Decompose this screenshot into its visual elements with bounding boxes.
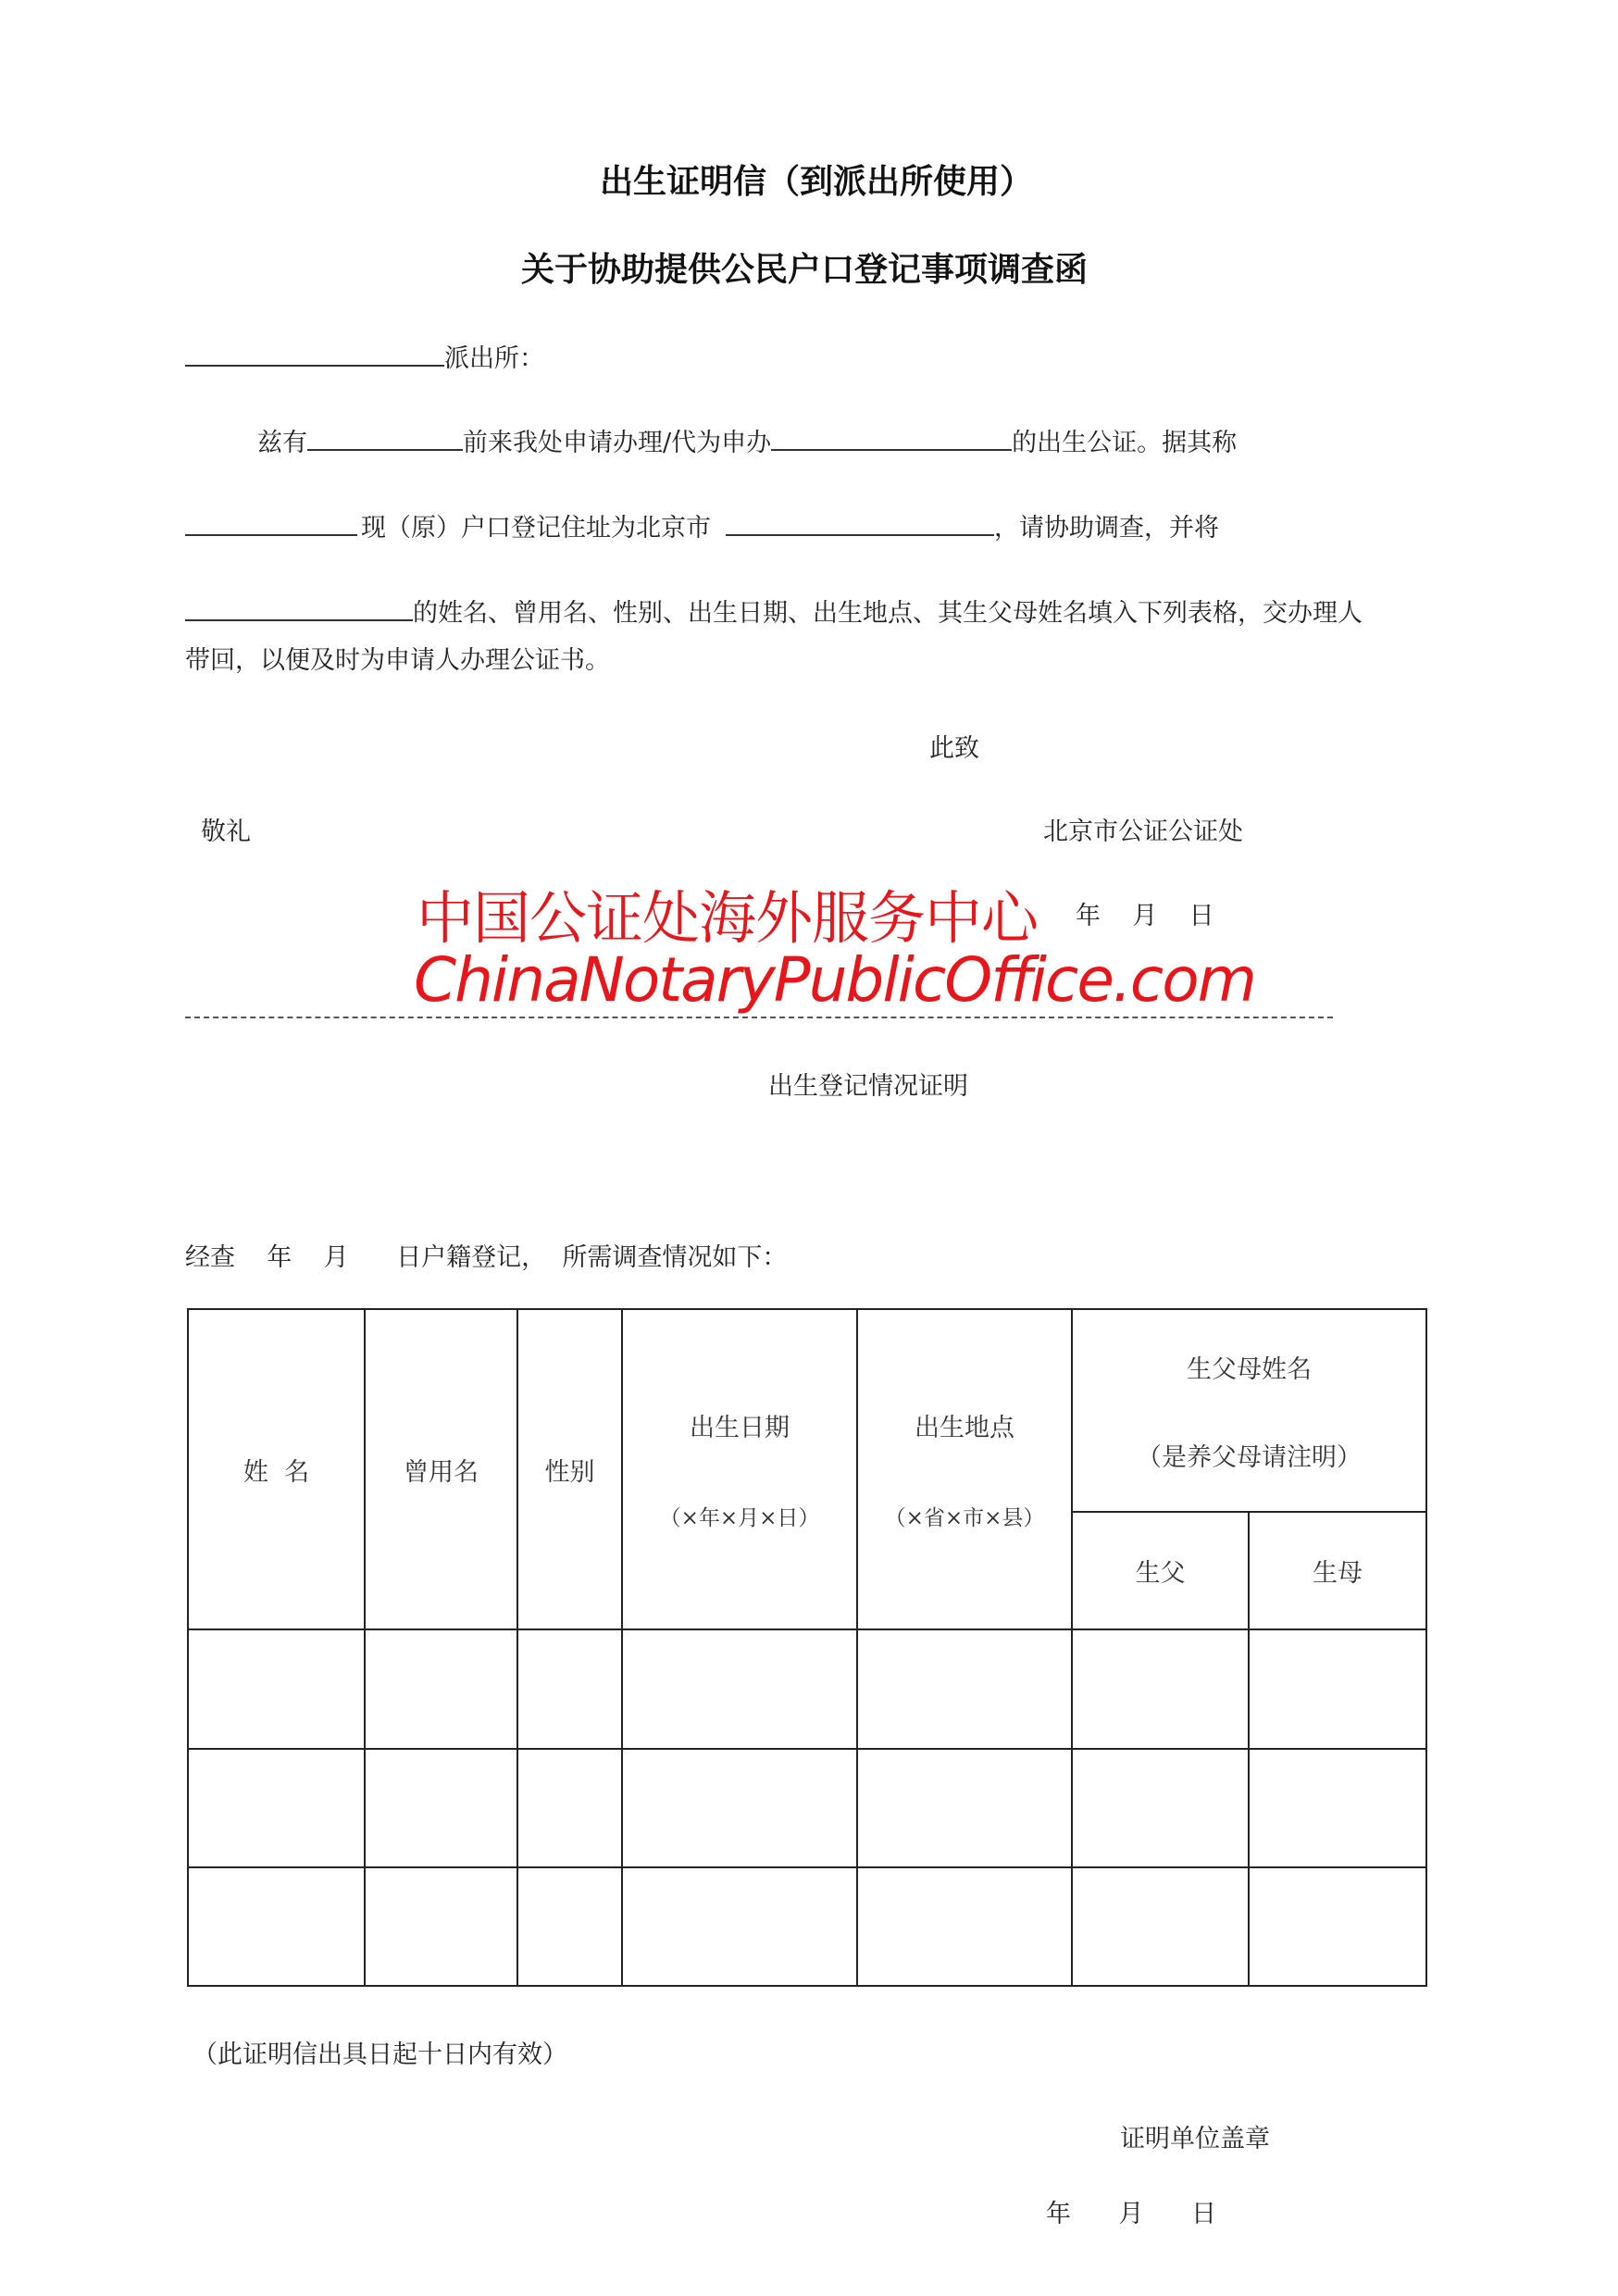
line3-suffix: 的姓名、曾用名、性别、出生日期、出生地点、其生父母姓名填入下列表格，交办理人 — [413, 599, 1363, 628]
subject-name-blank[interactable] — [771, 425, 1012, 451]
header-name: 姓 名 — [188, 1309, 365, 1629]
line2-middle: 现（原）户口登记住址为北京市 — [361, 514, 711, 543]
validity-note: （此证明信出具日起十日内有效） — [193, 2040, 567, 2069]
header-birth-place — [857, 1309, 1072, 1629]
addressee-suffix: 派出所： — [444, 344, 544, 373]
cell-birth-place[interactable] — [857, 1629, 1072, 1749]
subject-blank-2[interactable] — [185, 510, 357, 536]
document-subtitle: 关于协助提供公民户口登记事项调查函 — [521, 251, 1089, 289]
letter-line-4: 带回，以便及时为申请人办理公证书。 — [185, 646, 610, 675]
header-parents — [1072, 1309, 1426, 1512]
issuer-date: 年 月 日 — [1076, 902, 1214, 930]
birth-place-note: （×省×市×县） — [884, 1506, 1045, 1530]
cell-birth-date[interactable] — [622, 1749, 857, 1867]
cell-mother[interactable] — [1249, 1749, 1426, 1867]
cell-birth-place[interactable] — [857, 1749, 1072, 1867]
line1-middle: 前来我处申请办理/代为申办 — [463, 429, 772, 457]
cell-birth-date[interactable] — [622, 1867, 857, 1986]
closing-salute: 敬礼 — [201, 817, 251, 846]
closing-respect: 此致 — [929, 734, 979, 763]
cell-mother[interactable] — [1249, 1629, 1426, 1749]
cell-birth-place[interactable] — [857, 1867, 1072, 1986]
subject-blank-3[interactable] — [185, 595, 413, 621]
cell-gender[interactable] — [517, 1867, 622, 1986]
cell-gender[interactable] — [517, 1629, 622, 1749]
cut-line-divider — [185, 1017, 1333, 1018]
cell-former-name[interactable] — [365, 1749, 517, 1867]
birth-date-label: 出生日期 — [690, 1414, 790, 1442]
birth-date-note: （×年×月×日） — [659, 1506, 820, 1530]
applicant-blank[interactable] — [307, 425, 463, 451]
cell-gender[interactable] — [517, 1749, 622, 1867]
birth-place-label: 出生地点 — [915, 1414, 1014, 1442]
cell-father[interactable] — [1072, 1629, 1249, 1749]
section-title: 出生登记情况证明 — [768, 1072, 968, 1101]
line1-suffix: 的出生公证。据其称 — [1012, 429, 1238, 457]
line2-suffix: ，请协助调查，并将 — [994, 514, 1219, 543]
issuer-name: 北京市公证公证处 — [1043, 817, 1243, 846]
watermark-chinese: 中国公证处海外服务中心 — [417, 884, 1039, 952]
table-row — [188, 1867, 1426, 1986]
footer-date: 年 月 日 — [1046, 2200, 1216, 2228]
cell-name[interactable] — [188, 1749, 365, 1867]
cell-father[interactable] — [1072, 1749, 1249, 1867]
letter-line-3 — [185, 595, 1363, 626]
table-row — [188, 1629, 1426, 1749]
cell-birth-date[interactable] — [622, 1629, 857, 1749]
header-birth-date — [622, 1309, 857, 1629]
cell-mother[interactable] — [1249, 1867, 1426, 1986]
header-gender: 性别 — [517, 1309, 622, 1629]
table-row — [188, 1749, 1426, 1867]
document-title: 出生证明信（到派出所使用） — [600, 163, 1034, 201]
parents-note: （是养父母请注明） — [1137, 1442, 1362, 1472]
addressee-line — [185, 341, 544, 371]
cell-name[interactable] — [188, 1867, 365, 1986]
police-station-blank[interactable] — [185, 341, 444, 367]
letter-line-1 — [257, 425, 1237, 455]
address-blank[interactable] — [726, 510, 994, 536]
line1-prefix: 兹有 — [257, 429, 307, 457]
header-father: 生父 — [1072, 1512, 1249, 1629]
header-mother: 生母 — [1249, 1512, 1426, 1629]
cell-former-name[interactable] — [365, 1867, 517, 1986]
check-line: 经查 年 月 日户籍登记， 所需调查情况如下： — [185, 1243, 788, 1272]
cell-father[interactable] — [1072, 1867, 1249, 1986]
watermark-url: ChinaNotaryPublicOffice.com — [414, 944, 1255, 1016]
parents-label: 生父母姓名 — [1187, 1354, 1312, 1384]
header-former-name: 曾用名 — [365, 1309, 517, 1629]
seal-label: 证明单位盖章 — [1120, 2125, 1270, 2153]
cell-former-name[interactable] — [365, 1629, 517, 1749]
letter-line-2 — [185, 510, 1219, 541]
birth-registration-table — [187, 1308, 1427, 1987]
cell-name[interactable] — [188, 1629, 365, 1749]
